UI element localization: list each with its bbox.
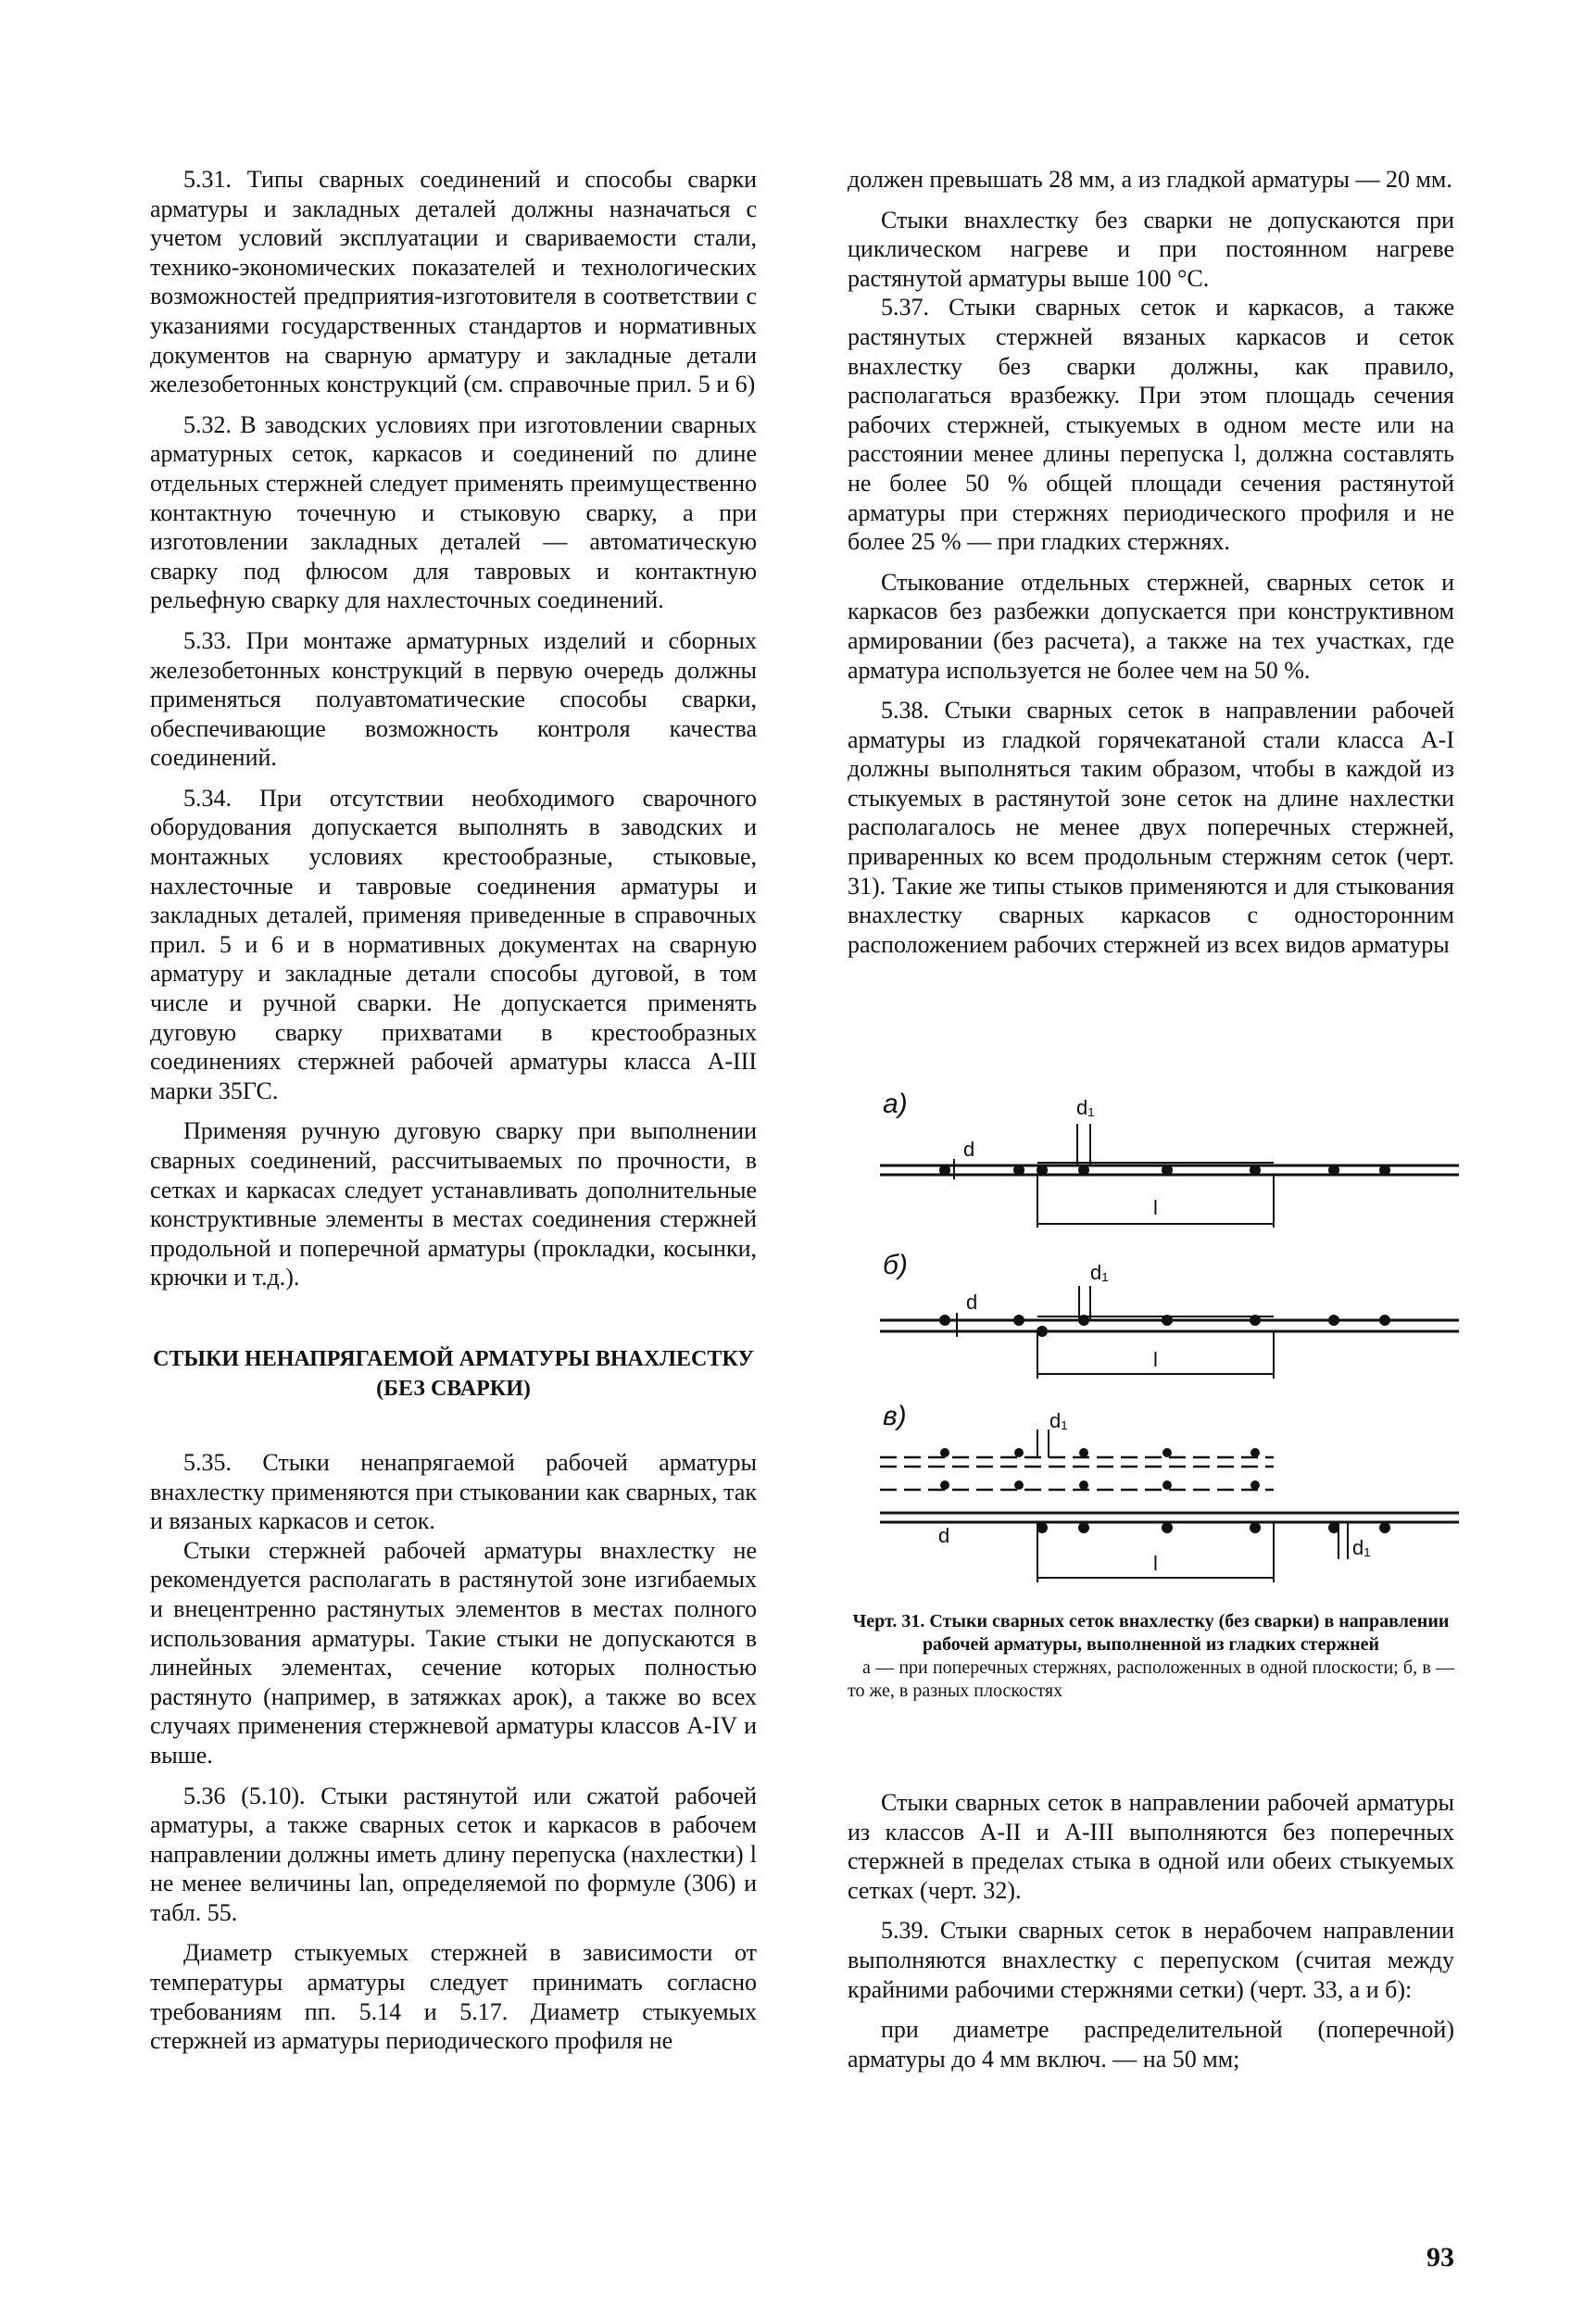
paragraph-continued: должен превышать 28 мм, а из гладкой арматуры — 20 мм. bbox=[848, 166, 1452, 193]
paragraph-5-31: 5.31. Типы сварных соединений и способы сварки арматуры и закладных деталей должны назначаться с учетом условий эксплуатации и свариваемости стали, технико-экономических показателей и технологических возможностей предприятия-изготовителя в соответствии с указаниями государственных стандартов и нормативных документов на сварную арматуру и закладные детали железобетонных конструкций (см. справочные прил. 5 и 6) bbox=[150, 166, 757, 398]
label-l-b: l bbox=[1153, 1348, 1158, 1371]
paragraph-a2-a3: Стыки сварных сеток в направлении рабочей арматуры из классов A-II и A-III выполняются без поперечных стержней в пределах стыка в одной или обеих стыкуемых сетках (черт. 32). bbox=[848, 1789, 1454, 1904]
caption-title: Черт. 31. Стыки сварных сеток внахлестку (без сварки) в направлении рабочей арматуры, выполненной из гладких стержней bbox=[852, 1611, 1450, 1655]
paragraph-5-32: 5.32. В заводских условиях при изготовлении сварных арматурных сеток, каркасов и соединений по длине отдельных стержней следует применять преимущественно контактную точечную и стыковую сварку, а при изготовлении закладных деталей — автоматическую сварку под флюсом для тавровых и контактную рельефную сварку для нахлесточных соединений. bbox=[150, 410, 757, 614]
paragraph-5-33: 5.33. При монтаже арматурных изделий и сборных железобетонных конструкций в первую очередь должны применяться полуавтоматические способы сварки, обеспечивающие возможность контроля качества соединений. bbox=[150, 626, 757, 772]
paragraph-5-39: 5.39. Стыки сварных сеток в нерабочем направлении выполняются внахлестку с перепуском (считая между крайними рабочими стержнями сетки) (черт. 33, а и б): bbox=[848, 1917, 1454, 2003]
label-d-c: d bbox=[938, 1524, 950, 1547]
label-l-a: l bbox=[1153, 1196, 1158, 1219]
variant-c bbox=[880, 1401, 1459, 1582]
paragraph-cyclic-heating: Стыки внахлестку без сварки не допускаются при циклическом нагреве и при постоянном нагреве растянутой арматуры выше 100 °С. bbox=[848, 206, 1454, 292]
paragraph-diameter: Диаметр стыкуемых стержней в зависимости от температуры арматуры следует принимать согласно требованиям пп. 5.14 и 5.17. Диаметр стыкуемых стержней из арматуры периодического профиля не bbox=[150, 1939, 757, 2055]
paragraph-lap-joints: Стыки стержней рабочей арматуры внахлестку не рекомендуется располагать в растянутой зоне изгибаемых и внецентренно растянутых элементов в местах полного использования арматуры. Такие стыки не допускаются в линейных элементах, сечение которых полностью растянуто (например, в затяжках арок), а также во всех случаях применения стержневой арматуры классов A-IV и выше. bbox=[150, 1536, 757, 1769]
paragraph-no-stagger: Стыкование отдельных стержней, сварных сеток и каркасов без разбежки допускается при конструктивном армировании (без расчета), а также на тех участках, где арматура используется не более чем на 50 %. bbox=[848, 568, 1454, 684]
label-l-c: l bbox=[1153, 1552, 1158, 1575]
figure-31-diagram bbox=[848, 1077, 1477, 1596]
paragraph-distribution: при диаметре распределительной (поперечной) арматуры до 4 мм включ. — на 50 мм; bbox=[848, 2016, 1454, 2072]
paragraph-5-38: 5.38. Стыки сварных сеток в направлении рабочей арматуры из гладкой горячекатаной стали класса A-I должны выполняться таким образом, чтобы в каждой из стыкуемых в растянутой зоне сеток на длине нахлестки располагалось не менее двух поперечных стержней, приваренных ко всем продольным стержням сеток (черт. 31). Такие же типы стыков применяются и для стыкования внахлестку сварных каркасов с односторонним расположением рабочих стержней из всех видов арматуры bbox=[848, 697, 1454, 958]
variant-a bbox=[880, 1089, 1459, 1228]
label-d-a: d bbox=[963, 1138, 975, 1161]
caption-legend: а — при поперечных стержнях, расположенных в одной плоскости; б, в — то же, в разных плоскостях bbox=[848, 1657, 1454, 1701]
left-column bbox=[150, 165, 757, 2056]
label-a: а) bbox=[883, 1089, 908, 1119]
paragraph-5-36: 5.36 (5.10). Стыки растянутой или сжатой рабочей арматуры, а также сварных сеток и каркасов в рабочем направлении должны иметь длину перепуска (нахлестки) l не менее величины lan, определяемой по формуле (306) и табл. 55. bbox=[150, 1782, 757, 1926]
label-d1-a: d₁ bbox=[1076, 1096, 1095, 1119]
label-d1-c-top: d₁ bbox=[1049, 1409, 1068, 1432]
label-d1-c-bottom: d₁ bbox=[1352, 1536, 1371, 1559]
label-c: в) bbox=[883, 1401, 907, 1431]
page-number: 93 bbox=[1426, 2242, 1454, 2273]
label-d-b: d bbox=[966, 1291, 978, 1314]
right-column-lower bbox=[848, 1788, 1454, 2073]
label-d1-b: d₁ bbox=[1090, 1261, 1109, 1284]
paragraph-5-34: 5.34. При отсутствии необходимого сварочного оборудования допускается выполнять в заводских и монтажных условиях крестообразные, стыковые, нахлесточные и тавровые соединения арматуры и закладных деталей, применяя приведенные в справочных прил. 5 и 6 и в нормативных документах на сварную арматуру и закладные детали способы дуговой, в том числе и ручной сварки. Не допускается применять дуговую сварку прихватами в крестообразных соединениях стержней рабочей арматуры класса A-III марки 35ГС. bbox=[150, 784, 757, 1104]
paragraph-5-35: 5.35. Стыки ненапрягаемой рабочей арматуры внахлестку применяются при стыковании как сварных, так и вязаных каркасов и сеток. bbox=[150, 1448, 757, 1535]
label-b: б) bbox=[883, 1250, 908, 1280]
section-heading: СТЫКИ НЕНАПРЯГАЕМОЙ АРМАТУРЫ ВНАХЛЕСТКУ (БЕЗ СВАРКИ) bbox=[153, 1346, 754, 1401]
right-column bbox=[848, 165, 1454, 959]
variant-b bbox=[880, 1250, 1459, 1379]
paragraph-manual-welding: Применяя ручную дуговую сварку при выполнении сварных соединений, рассчитываемых по прочности, в сетках и каркасах следует устанавливать дополнительные конструктивные элементы в местах соединения стержней продольной и поперечной арматуры (прокладки, косынки, крючки и т.д.). bbox=[150, 1117, 757, 1291]
paragraph-5-37: 5.37. Стыки сварных сеток и каркасов, а также растянутых стержней вязаных каркасов и сеток внахлестку без сварки должны, как правило, располагаться вразбежку. При этом площадь сечения рабочих стержней, стыкуемых в одном месте или на расстоянии менее длины перепуска l, должна составлять не более 50 % общей площади сечения растянутой арматуры при стержнях периодического профиля и не более 25 % — при гладких стержнях. bbox=[848, 294, 1454, 556]
figure-caption bbox=[848, 1610, 1454, 1703]
